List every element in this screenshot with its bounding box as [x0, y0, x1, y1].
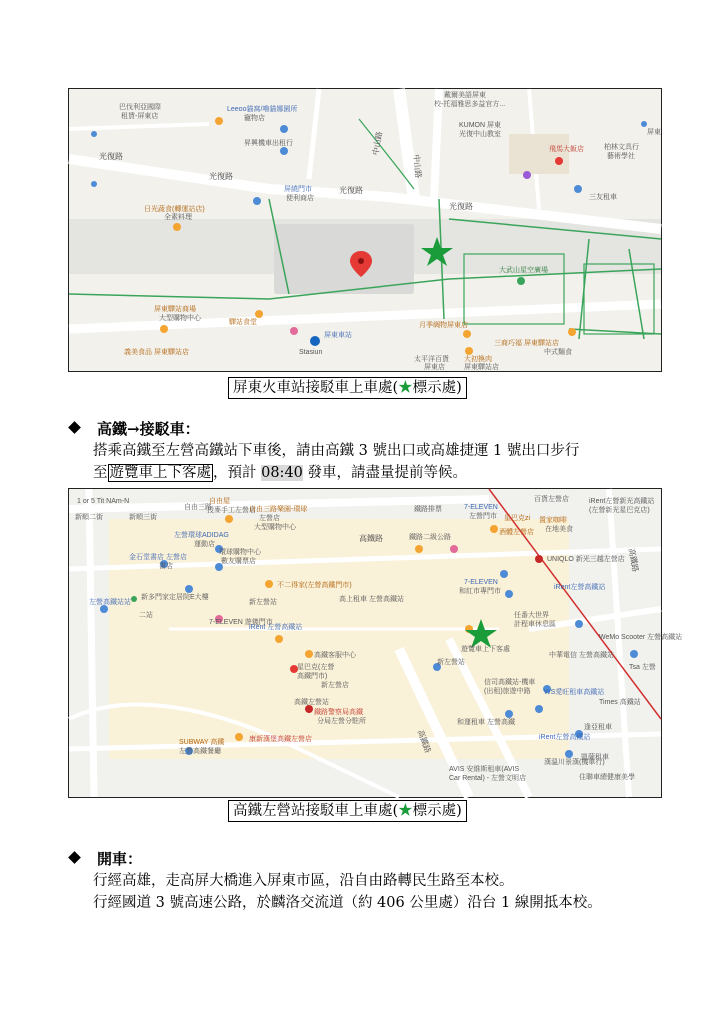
- caption-pingtung: [228, 377, 467, 399]
- map2-label: 酒體左營店: [499, 529, 534, 536]
- map2-label: 高上租車 左營高鐵站: [339, 596, 404, 603]
- map1-label: 屏東驛站店: [464, 364, 499, 371]
- map1-label: 三友租車: [589, 194, 617, 201]
- map2-label: iRent左營高鐵站: [554, 584, 606, 591]
- section-hsr-heading: [70, 418, 200, 439]
- bullet-diamond-icon: [68, 421, 81, 434]
- caption-zuoying: [228, 800, 467, 822]
- map1-label: 租賃-屏東店: [121, 113, 159, 120]
- map2-label: 住聯車總健康美學: [579, 774, 635, 781]
- map2-label: iRent左營高鐵站: [539, 734, 591, 741]
- map2-label: UNIQLO 新光三越左營店: [547, 556, 625, 563]
- map2-label: 自由屋: [209, 498, 230, 505]
- caption-suffix: 標示處): [412, 380, 462, 396]
- map2-label: 鐵路排票: [414, 506, 442, 513]
- map2-label: 康新漢堡高鐵左營店: [249, 736, 312, 743]
- map2-label: 任番大世界: [514, 612, 549, 619]
- map2-label: AVIS 安維斯租車(AVIS: [449, 766, 520, 773]
- map-zuoying-svg: [69, 489, 683, 797]
- road-name: 高鐵路: [359, 534, 383, 543]
- map1-label: 屏繞門市: [284, 186, 312, 193]
- map1-label: 光復中山教室: [459, 131, 501, 138]
- map2-label: 星巴克zi: [504, 515, 531, 522]
- map2-label: 1 or 5 Tit NAm-N: [77, 498, 130, 505]
- map2-label: 不二得家(左營高鐵門市): [277, 582, 352, 589]
- map-zuoying-hsr: [68, 488, 683, 798]
- map1-label: 大型購物中心: [159, 315, 201, 322]
- map2-label: iRent 左營高鐵站: [249, 624, 303, 631]
- road-name: 高鐵路: [415, 728, 433, 755]
- map2-label: 高鐵客服中心: [314, 652, 356, 659]
- map1-label: 昇興機車出租行: [244, 140, 293, 147]
- map2-label: 和紅市專門市: [459, 588, 501, 595]
- map2-label: 鐵路警察局高鐵: [314, 709, 363, 716]
- map1-label: 日光蔬食(轉運站店): [144, 206, 205, 213]
- map2-label: 漢溫川景漢(機車行): [544, 759, 605, 766]
- map2-label: 授麥手工左營店: [207, 507, 256, 514]
- map1-label: 月季綢物屏東店: [419, 322, 468, 329]
- road-name: 中山路: [371, 130, 385, 157]
- map2-label: 新順二街: [75, 514, 103, 521]
- map2-label: 金石堂書店 左營店: [129, 554, 187, 561]
- text-mid: ，預計: [213, 465, 262, 481]
- map1-label: 屏東: [647, 129, 661, 136]
- map2-label: 凱薩租車: [581, 754, 609, 761]
- map2-label: WS愛旺租車高鐵站: [544, 689, 605, 696]
- caption-text: 高鐵左營站接駁車上車處(: [233, 803, 399, 819]
- map1-label: 屏東店: [424, 364, 445, 371]
- map2-label: 左營環球ADIDAG: [174, 532, 229, 539]
- map2-label: 高鐵左營站: [294, 699, 329, 706]
- map2-label: 新多門家定居院E大樓: [141, 594, 209, 601]
- map2-label: 高鐵門市): [297, 673, 328, 680]
- road-name: 光復路: [209, 172, 233, 181]
- map2-label: 左營高鐵站站: [89, 599, 131, 606]
- map2-label: 7-ELEVEN: [464, 504, 498, 511]
- map2-label: iRent左營新光高鐵站: [589, 498, 655, 505]
- map1-label: KUMON 屏東: [459, 122, 501, 129]
- map2-label: Tsa 左營: [629, 664, 656, 671]
- star-icon: ★: [398, 803, 413, 819]
- section-hsr-line1: 搭乘高鐵至左營高鐵站下車後，請由高鐵 3 號出口或高雄捷運 1 號出口步行: [93, 443, 580, 459]
- map2-label: 自由三路樂園-環球: [249, 506, 308, 513]
- text-pre: 至: [93, 465, 108, 481]
- map1-label: 便利商店: [286, 195, 314, 202]
- road-name: 光復路: [339, 186, 363, 195]
- section-driving-line2: 行經國道 3 號高速公路，於麟洛交流道（約 406 公里處）沿台 1 線開抵本校。: [93, 895, 602, 911]
- map2-label: 遊覽車上下客處: [461, 646, 510, 653]
- map2-label: 左營店: [259, 515, 280, 522]
- map2-label: Car Rental) - 左營文明店: [449, 775, 527, 782]
- map1-label: Stasiun: [299, 349, 323, 356]
- map1-label: 屏東驛站商場: [154, 306, 196, 313]
- map2-label: 數友購票店: [221, 558, 256, 565]
- map2-label: 新左營站: [249, 599, 277, 606]
- map1-label: 義美食品 屏東驛站店: [124, 349, 189, 356]
- map2-label: 鐵路二級公路: [409, 534, 451, 541]
- section-driving-heading: [70, 848, 142, 869]
- caption-suffix: 標示處): [412, 803, 462, 819]
- map1-label: 校-托福雅思多益官方...: [434, 101, 506, 108]
- section-hsr-line2: [93, 462, 467, 484]
- map1-label: 太平洋百貨: [414, 356, 449, 363]
- heading-text: 開車：: [97, 850, 143, 868]
- map1-label: 巴伐利亞國際: [119, 104, 161, 111]
- map1-label: 全素料理: [164, 214, 192, 221]
- map2-label: 置家咖啡: [539, 517, 567, 524]
- map1-label: Leeoo貓窩/嚕貓娜園所: [227, 106, 298, 113]
- departure-time: 08:40: [261, 465, 303, 481]
- map-pingtung-svg: [69, 89, 661, 371]
- map1-label: 中式麵食: [544, 349, 572, 356]
- map1-label: 大武山星空廣場: [499, 267, 548, 274]
- map-pingtung-station: [68, 88, 662, 372]
- star-icon: ★: [398, 380, 413, 396]
- map1-label: 飛馬大飯店: [549, 146, 584, 153]
- map1-label: 大初換肉: [464, 356, 492, 363]
- map2-label: 逢亞租車: [584, 724, 612, 731]
- map1-label: 三商巧福 屏東驛站店: [494, 340, 559, 347]
- map2-label: 在地美食: [545, 526, 573, 533]
- map2-label: WeMo Scooter 左營高鐵站: [599, 634, 683, 641]
- map1-label: 戴爾美語屏東: [444, 92, 486, 99]
- pickup-place-text: 遊覽車上下客處: [109, 465, 211, 481]
- section-driving-line1: 行經高雄，走高屏大橋進入屏東市區，沿自由路轉民生路至本校。: [93, 873, 514, 889]
- caption-text: 屏東火車站接駁車上車處(: [233, 380, 399, 396]
- map2-label: (出租)旅遊中路: [484, 688, 531, 695]
- map2-label: 二站: [139, 612, 153, 619]
- map2-label: 和運租車 左營高鐵: [457, 719, 515, 726]
- map2-label: 百貨左營店: [534, 496, 569, 503]
- road-name: 光復路: [99, 152, 123, 161]
- map2-label: 運動店: [194, 541, 215, 548]
- bullet-diamond-icon: [68, 851, 81, 864]
- road-name: 高鐵路: [626, 547, 640, 573]
- road-name: 光復路: [449, 202, 473, 211]
- map2-label: (左營新光星巴克店): [589, 507, 650, 514]
- map2-label: 左營高鐵餐廳: [179, 748, 221, 755]
- map2-label: 星巴克(左營: [297, 664, 335, 671]
- map2-label: 信司高鐵站-機車: [484, 679, 536, 686]
- map2-label: 7-ELEVEN: [464, 579, 498, 586]
- map2-label: 新順三街: [129, 514, 157, 521]
- map1-label: 屏東車站: [324, 332, 352, 339]
- map2-label: 環球購物中心: [219, 549, 261, 556]
- map2-label: Times 高鐵站: [599, 699, 641, 706]
- map2-label: 中華電信 左營高鐵站: [549, 652, 614, 659]
- map2-label: SUBWAY 高鐵: [179, 739, 225, 746]
- map2-label: 新左營站: [437, 659, 465, 666]
- map1-label: 柏林文具行: [604, 144, 639, 151]
- map1-label: 寵物店: [244, 115, 265, 122]
- map2-label: 計程車休息區: [514, 621, 556, 628]
- map2-label: 書店: [159, 563, 173, 570]
- map2-label: 分局左營分駐所: [317, 718, 366, 725]
- text-post: 發車，請盡量提前等候。: [302, 465, 468, 481]
- map2-label: 新左營店: [321, 682, 349, 689]
- heading-text: 高鐵→接駁車：: [97, 420, 200, 438]
- map2-label: 大型購物中心: [254, 524, 296, 531]
- map1-label: 藝術學社: [607, 153, 635, 160]
- map1-label: 驛站食堂: [229, 319, 257, 326]
- map2-label: 7-ELEVEN 遊幾門市: [209, 619, 273, 626]
- road-name: 中山路: [411, 153, 423, 179]
- map2-label: 自由三路: [184, 504, 212, 511]
- map2-label: 左營門市: [469, 513, 497, 520]
